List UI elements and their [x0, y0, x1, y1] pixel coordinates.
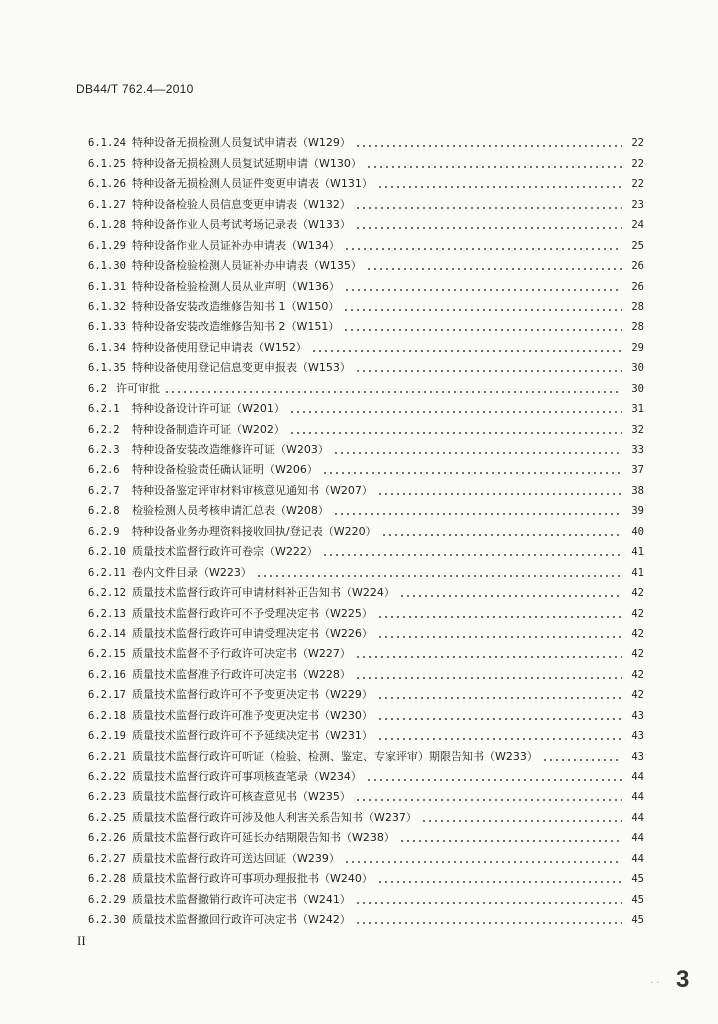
- toc-entry[interactable]: [88, 907, 644, 927]
- toc-entry[interactable]: [88, 171, 644, 191]
- table-of-contents: [88, 130, 644, 927]
- toc-entry[interactable]: [88, 886, 644, 906]
- toc-entry-number: 6.2.21: [88, 750, 126, 763]
- toc-entry[interactable]: [88, 375, 644, 395]
- toc-entry-page: 43: [631, 750, 644, 763]
- toc-entry-number: 6.2.17: [88, 689, 126, 702]
- toc-leader-dots: [399, 840, 622, 842]
- toc-entry-title: 特种设备安装改造维修许可证（W203）: [132, 443, 329, 456]
- toc-leader-dots: [355, 799, 622, 801]
- toc-entry-number: 6.2.26: [88, 832, 126, 845]
- toc-entry-title: 特种设备使用登记申请表（W152）: [132, 340, 307, 354]
- toc-entry-page: 43: [631, 709, 644, 722]
- toc-entry[interactable]: [88, 682, 644, 702]
- toc-entry-page: 43: [631, 730, 644, 743]
- toc-entry-page: 44: [631, 771, 644, 783]
- toc-entry-number: 6.2.9: [88, 525, 120, 538]
- toc-entry-page: 42: [631, 587, 644, 600]
- toc-entry[interactable]: [88, 866, 644, 886]
- toc-leader-dots: [344, 861, 622, 863]
- toc-entry[interactable]: [88, 641, 644, 661]
- toc-entry-number: 6.2.15: [88, 648, 126, 661]
- toc-leader-dots: [344, 248, 622, 250]
- toc-entry-number: 6.2: [88, 382, 107, 395]
- toc-entry-number: 6.2.23: [88, 791, 126, 804]
- toc-entry-number: 6.1.35: [88, 362, 126, 375]
- toc-leader-dots: [377, 636, 622, 638]
- toc-entry-page: 28: [631, 321, 644, 334]
- toc-entry-title: 质量技术监督行政许可申请材料补正告知书（W224）: [132, 586, 395, 600]
- toc-leader-dots: [366, 779, 622, 781]
- toc-entry-title: 特种设备安装改造维修告知书 1（W150）: [132, 299, 340, 313]
- toc-leader-dots: [355, 656, 622, 658]
- toc-entry[interactable]: [88, 294, 644, 314]
- toc-leader-dots: [377, 186, 622, 188]
- toc-entry-title: 质量技术监督行政许可事项核查笔录（W234）: [132, 770, 362, 783]
- toc-leader-dots: [366, 268, 622, 270]
- toc-entry[interactable]: [88, 396, 644, 416]
- toc-entry-title: 质量技术监督行政许可送达回证（W239）: [132, 851, 340, 865]
- toc-leader-dots: [289, 411, 622, 413]
- toc-entry-title: 特种设备使用登记信息变更申报表（W153）: [132, 361, 351, 375]
- toc-entry-page: 31: [631, 403, 644, 416]
- toc-entry-page: 40: [631, 525, 644, 538]
- toc-entry-title: 特种设备检验检测人员从业声明（W136）: [132, 279, 340, 293]
- toc-entry-title: 质量技术监督行政许可不予受理决定书（W225）: [132, 606, 373, 620]
- toc-entry-title: 许可审批: [116, 381, 160, 395]
- toc-entry-number: 6.2.12: [88, 587, 126, 600]
- toc-leader-dots: [344, 289, 622, 291]
- corner-page-number: 3: [676, 966, 690, 993]
- toc-entry-number: 6.2.8: [88, 505, 120, 518]
- toc-entry-page: 22: [631, 178, 644, 191]
- document-code: DB44/T 762.4—2010: [76, 82, 194, 96]
- toc-entry-title: 特种设备检验责任确认证明（W206）: [132, 463, 318, 477]
- toc-entry-title: 特种设备检验检测人员证补办申请表（W135）: [132, 259, 362, 273]
- toc-entry[interactable]: [88, 845, 644, 865]
- toc-entry-title: 质量技术监督行政许可不予变更决定书（W229）: [132, 688, 373, 702]
- toc-entry[interactable]: [88, 764, 644, 784]
- toc-entry-title: 质量技术监督撤销行政许可决定书（W241）: [132, 892, 351, 906]
- toc-leader-dots: [343, 329, 622, 331]
- toc-entry-title: 质量技术监督行政许可不予延续决定书（W231）: [132, 729, 373, 743]
- toc-entry-title: 特种设备无损检测人员复试延期申请（W130）: [132, 156, 362, 170]
- toc-leader-dots: [355, 145, 622, 147]
- toc-entry-page: 26: [631, 260, 644, 273]
- toc-leader-dots: [256, 575, 622, 577]
- toc-entry-page: 44: [631, 852, 644, 865]
- toc-leader-dots: [381, 534, 622, 536]
- toc-leader-dots: [542, 759, 622, 761]
- toc-entry-page: 22: [631, 157, 644, 170]
- toc-entry-page: 22: [631, 137, 644, 150]
- toc-entry-title: 特种设备检验人员信息变更申请表（W132）: [132, 197, 351, 211]
- toc-entry-page: 39: [631, 505, 644, 518]
- toc-entry[interactable]: [88, 191, 644, 211]
- toc-entry-number: 6.1.26: [88, 178, 126, 191]
- toc-entry-title: 特种设备无损检测人员复试申请表（W129）: [132, 136, 351, 150]
- toc-entry-title: 特种设备作业人员证补办申请表（W134）: [132, 238, 340, 252]
- toc-entry-page: 32: [631, 423, 644, 436]
- toc-entry-page: 44: [631, 832, 644, 845]
- toc-entry-title: 质量技术监督不予行政许可决定书（W227）: [132, 647, 351, 661]
- toc-entry-number: 6.2.28: [88, 873, 126, 886]
- toc-leader-dots: [377, 697, 622, 699]
- toc-entry-page: 42: [631, 648, 644, 661]
- toc-leader-dots: [311, 350, 622, 352]
- toc-entry[interactable]: [88, 661, 644, 681]
- toc-entry-number: 6.1.32: [88, 300, 126, 313]
- toc-entry-number: 6.2.18: [88, 709, 126, 722]
- toc-entry[interactable]: [88, 416, 644, 436]
- toc-entry-number: 6.1.29: [88, 239, 126, 252]
- toc-entry[interactable]: [88, 437, 644, 457]
- toc-entry-title: 质量技术监督准予行政许可决定书（W228）: [132, 667, 351, 681]
- toc-entry-page: 42: [631, 668, 644, 681]
- toc-entry[interactable]: [88, 314, 644, 334]
- toc-entry-title: 特种设备制造许可证（W202）: [132, 422, 285, 436]
- toc-entry-title: 质量技术监督行政许可准予变更决定书（W230）: [132, 708, 373, 722]
- toc-entry-number: 6.2.19: [88, 730, 126, 743]
- toc-leader-dots: [333, 452, 622, 454]
- toc-entry-title: 特种设备鉴定评审材料审核意见通知书（W207）: [132, 483, 373, 497]
- toc-leader-dots: [366, 166, 622, 168]
- toc-entry-number: 6.1.31: [88, 280, 126, 293]
- toc-leader-dots: [343, 309, 622, 311]
- toc-entry[interactable]: [88, 212, 644, 232]
- toc-entry-number: 6.2.11: [88, 566, 126, 579]
- toc-entry-page: 24: [631, 219, 644, 232]
- toc-entry[interactable]: [88, 784, 644, 804]
- toc-entry-number: 6.1.24: [88, 137, 126, 150]
- toc-entry-number: 6.2.13: [88, 607, 126, 620]
- toc-entry[interactable]: [88, 518, 644, 538]
- toc-entry-page: 30: [631, 362, 644, 375]
- toc-leader-dots: [399, 595, 622, 597]
- toc-entry-number: 6.2.6: [88, 464, 120, 477]
- toc-leader-dots: [377, 493, 622, 495]
- toc-leader-dots: [421, 820, 622, 822]
- toc-entry-number: 6.1.33: [88, 321, 126, 334]
- toc-entry[interactable]: [88, 825, 644, 845]
- toc-entry-title: 检验检测人员考核申请汇总表（W208）: [132, 504, 329, 518]
- toc-entry-page: 45: [631, 914, 644, 927]
- toc-entry-page: 25: [631, 239, 644, 252]
- page-number-roman: II: [77, 933, 86, 948]
- toc-entry-page: 42: [631, 627, 644, 640]
- toc-entry-title: 特种设备无损检测人员证件变更申请表（W131）: [132, 177, 373, 191]
- toc-entry-title: 质量技术监督行政许可核查意见书（W235）: [132, 790, 351, 804]
- toc-entry[interactable]: [88, 273, 644, 293]
- toc-entry-title: 质量技术监督行政许可涉及他人利害关系告知书（W237）: [132, 810, 417, 824]
- toc-leader-dots: [377, 718, 622, 720]
- toc-entry-title: 质量技术监督行政许可卷宗（W222）: [132, 545, 318, 559]
- scan-smudge: · ·: [650, 978, 660, 989]
- toc-entry-title: 质量技术监督行政许可事项办理报批书（W240）: [132, 872, 373, 886]
- toc-entry-page: 44: [631, 791, 644, 804]
- toc-entry-title: 质量技术监督行政许可听证（检验、检测、鉴定、专家评审）期限告知书（W233）: [132, 749, 538, 763]
- toc-entry[interactable]: [88, 580, 644, 600]
- toc-entry-title: 质量技术监督行政许可申请受理决定书（W226）: [132, 626, 373, 640]
- toc-leader-dots: [377, 881, 622, 883]
- toc-entry-page: 41: [631, 546, 644, 559]
- toc-entry-page: 41: [631, 566, 644, 579]
- toc-leader-dots: [377, 616, 622, 618]
- toc-leader-dots: [322, 472, 622, 474]
- toc-entry[interactable]: [88, 498, 644, 518]
- toc-entry-number: 6.2.27: [88, 852, 126, 865]
- toc-entry-number: 6.2.7: [88, 484, 120, 497]
- toc-leader-dots: [355, 207, 622, 209]
- toc-entry-page: 42: [631, 607, 644, 620]
- toc-entry[interactable]: [88, 539, 644, 559]
- toc-entry[interactable]: [88, 621, 644, 641]
- toc-entry-page: 45: [631, 893, 644, 906]
- toc-entry-page: 28: [631, 300, 644, 313]
- toc-entry-number: 6.2.30: [88, 914, 126, 927]
- toc-entry-page: 23: [631, 198, 644, 211]
- toc-entry[interactable]: [88, 600, 644, 620]
- toc-entry-number: 6.2.3: [88, 444, 120, 456]
- toc-entry-number: 6.2.16: [88, 668, 126, 681]
- toc-leader-dots: [355, 677, 622, 679]
- toc-entry-title: 特种设备设计许可证（W201）: [132, 402, 285, 416]
- toc-leader-dots: [377, 738, 622, 740]
- toc-entry[interactable]: [88, 723, 644, 743]
- toc-entry-title: 特种设备作业人员考试考场记录表（W133）: [132, 218, 351, 232]
- toc-entry-number: 6.1.30: [88, 260, 126, 273]
- toc-entry[interactable]: [88, 804, 644, 824]
- toc-entry-number: 6.2.2: [88, 423, 120, 436]
- toc-entry[interactable]: [88, 457, 644, 477]
- toc-entry-number: 6.1.34: [88, 341, 126, 354]
- toc-entry-page: 26: [631, 280, 644, 293]
- toc-entry[interactable]: [88, 150, 644, 170]
- toc-entry[interactable]: [88, 355, 644, 375]
- toc-entry-number: 6.1.25: [88, 157, 126, 170]
- toc-entry-page: 38: [631, 484, 644, 497]
- toc-leader-dots: [333, 513, 622, 515]
- toc-entry-title: 卷内文件目录（W223）: [132, 565, 252, 579]
- toc-entry-number: 6.2.10: [88, 546, 126, 559]
- toc-entry-number: 6.2.14: [88, 627, 126, 640]
- toc-leader-dots: [355, 370, 622, 372]
- toc-entry-title: 特种设备业务办理资料接收回执/登记表（W220）: [132, 524, 377, 538]
- toc-leader-dots: [355, 922, 622, 924]
- toc-entry-page: 37: [631, 464, 644, 477]
- toc-entry[interactable]: [88, 334, 644, 354]
- toc-entry-number: 6.1.27: [88, 198, 126, 211]
- toc-entry[interactable]: [88, 253, 644, 273]
- toc-leader-dots: [164, 391, 622, 393]
- toc-entry-page: 44: [631, 811, 644, 824]
- toc-leader-dots: [355, 227, 622, 229]
- toc-entry-number: 6.2.25: [88, 811, 126, 824]
- toc-entry[interactable]: [88, 702, 644, 722]
- toc-entry-title: 质量技术监督撤回行政许可决定书（W242）: [132, 913, 351, 927]
- toc-entry[interactable]: [88, 130, 644, 150]
- toc-entry[interactable]: [88, 743, 644, 763]
- toc-entry-number: 6.1.28: [88, 219, 126, 232]
- toc-leader-dots: [355, 902, 622, 904]
- toc-entry-page: 42: [631, 689, 644, 702]
- toc-entry-number: 6.2.1: [88, 403, 120, 416]
- toc-entry-title: 特种设备安装改造维修告知书 2（W151）: [132, 320, 340, 334]
- toc-entry[interactable]: [88, 232, 644, 252]
- toc-entry-number: 6.2.22: [88, 771, 126, 783]
- toc-entry-title: 质量技术监督行政许可延长办结期限告知书（W238）: [132, 831, 395, 845]
- toc-entry-page: 33: [631, 444, 644, 456]
- toc-entry-page: 29: [631, 341, 644, 354]
- toc-entry[interactable]: [88, 477, 644, 497]
- toc-leader-dots: [289, 432, 622, 434]
- toc-entry-page: 45: [631, 873, 644, 886]
- toc-entry-page: 30: [631, 382, 644, 395]
- toc-entry[interactable]: [88, 559, 644, 579]
- toc-entry-number: 6.2.29: [88, 893, 126, 906]
- toc-leader-dots: [322, 554, 622, 556]
